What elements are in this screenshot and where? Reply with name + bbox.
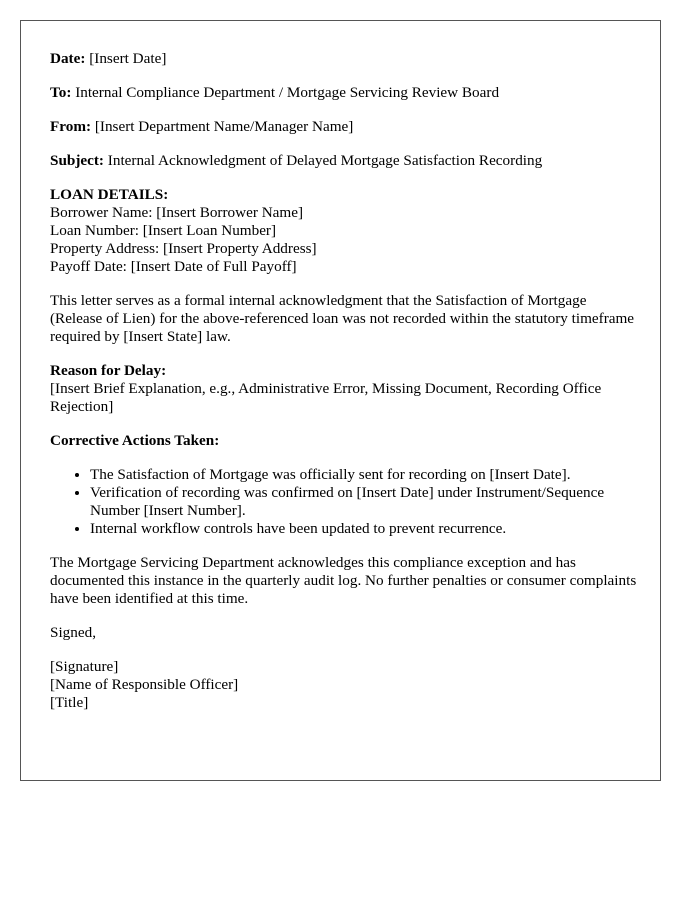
date-line <box>50 50 640 68</box>
loan-number-line: Loan Number: [Insert Loan Number] <box>50 222 277 239</box>
signature-block <box>50 658 640 712</box>
from-value: [Insert Department Name/Manager Name] <box>94 118 354 135</box>
to-value: Internal Compliance Department / Mortgage Servicing Review Board <box>75 84 500 101</box>
reason-heading: Reason for Delay: <box>50 362 167 379</box>
property-address-line: Property Address: [Insert Property Address] <box>50 240 317 257</box>
corrective-actions-heading-text: Corrective Actions Taken: <box>50 432 220 449</box>
signature-placeholder: [Signature] <box>50 658 119 675</box>
closing-paragraph: The Mortgage Servicing Department acknowledges this compliance exception and has documented this instance in the quarterly audit log. No further penalties or consumer complaints have been identified at this time. <box>50 554 637 607</box>
date-value: [Insert Date] <box>89 50 167 67</box>
intro-paragraph: This letter serves as a formal internal acknowledgment that the Satisfaction of Mortgage (Release of Lien) for the above-referenced loan was not recorded within the statutory timeframe required by [Insert State] law. <box>50 292 635 345</box>
list-item: • Verification of recording was confirmed on [Insert Date] under Instrument/Sequence Number [Insert Number]. <box>90 484 640 520</box>
reason-section <box>50 362 640 416</box>
letter-frame <box>20 20 661 781</box>
subject-line <box>50 152 640 170</box>
loan-details-section <box>50 186 640 276</box>
list-item: • Internal workflow controls have been updated to prevent recurrence. <box>90 520 640 538</box>
from-label: From: <box>50 118 92 135</box>
to-line <box>50 84 640 102</box>
subject-value: Internal Acknowledgment of Delayed Mortgage Satisfaction Recording <box>107 152 543 169</box>
subject-label: Subject: <box>50 152 104 169</box>
corrective-actions-heading <box>50 432 640 450</box>
signed-line: Signed, <box>50 624 96 641</box>
corrective-actions-list <box>50 466 640 538</box>
borrower-name-line: Borrower Name: [Insert Borrower Name] <box>50 204 304 221</box>
loan-details-heading: LOAN DETAILS: <box>50 186 169 203</box>
payoff-date-line: Payoff Date: [Insert Date of Full Payoff] <box>50 258 297 275</box>
from-line <box>50 118 640 136</box>
date-label: Date: <box>50 50 86 67</box>
list-item: • The Satisfaction of Mortgage was officially sent for recording on [Insert Date]. <box>90 466 640 484</box>
officer-title: [Title] <box>50 694 89 711</box>
officer-name: [Name of Responsible Officer] <box>50 676 239 693</box>
to-label: To: <box>50 84 72 101</box>
letter-body <box>50 50 640 728</box>
reason-text: [Insert Brief Explanation, e.g., Administrative Error, Missing Document, Recording Office Rejection] <box>50 380 602 415</box>
